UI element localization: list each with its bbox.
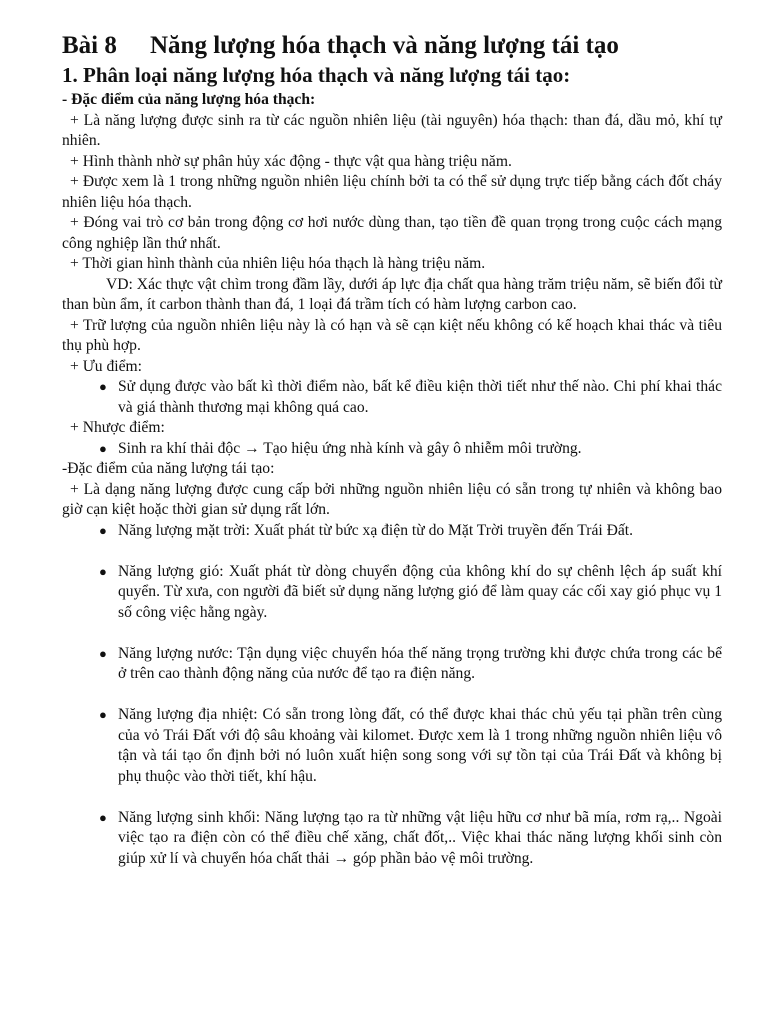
pros-label: + Ưu điểm: (70, 357, 142, 375)
lesson-title-text: Năng lượng hóa thạch và năng lượng tái tạo (150, 32, 619, 59)
pros-list (62, 377, 722, 418)
bullet-icon: ● (99, 563, 107, 579)
fossil-point-1: + Là năng lượng được sinh ra từ các nguồn nhiên liệu (tài nguyên) hóa thạch: than đá, dầu mỏ, khí tự nhiên. (62, 111, 722, 149)
renewable-point-1: + Là dạng năng lượng được cung cấp bởi những nguồn nhiên liệu có sẵn trong tự nhiên và không bao giờ cạn kiệt hoặc thời gian sử dụng rất lớn. (62, 480, 722, 518)
bullet-icon: ● (99, 379, 107, 394)
renewable-heading: -Đặc điểm của năng lượng tái tạo: (62, 460, 275, 477)
pros-text: Sử dụng được vào bất kì thời điểm nào, bất kể điều kiện thời tiết như thế nào. Chi phí khai thác và giá thành thương mại không quá cao. (118, 378, 722, 416)
bullet-icon: ● (99, 809, 107, 825)
bullet-icon: ● (99, 522, 107, 538)
section-heading: 1. Phân loại năng lượng hóa thạch và năng lượng tái tạo: (62, 63, 571, 87)
fossil-point-2: + Hình thành nhờ sự phân hủy xác động - thực vật qua hàng triệu năm. (70, 152, 512, 170)
list-item (62, 377, 722, 418)
renewable-solar: Năng lượng mặt trời: Xuất phát từ bức xạ điện từ do Mặt Trời truyền đến Trái Đất. (118, 521, 634, 539)
fossil-point-6: + Trữ lượng của nguồn nhiên liệu này là có hạn và sẽ cạn kiệt nếu không có kế hoạch khai thác và tiêu thụ phù hợp. (62, 316, 722, 354)
fossil-point-4: + Đóng vai trò cơ bản trong động cơ hơi nước dùng than, tạo tiền đề quan trọng trong cuộc cách mạng công nghiệp lần thứ nhất. (62, 214, 722, 252)
list-item (62, 521, 722, 542)
lesson-number: Bài 8 (62, 32, 117, 59)
list-item (62, 808, 722, 870)
cons-label: + Nhược điểm: (70, 419, 165, 436)
bullet-icon: ● (99, 707, 107, 722)
bullet-icon: ● (99, 440, 107, 456)
list-item (62, 644, 722, 685)
document-page (62, 30, 722, 869)
bullet-icon: ● (99, 645, 107, 661)
list-item (62, 705, 722, 787)
renewable-water: Năng lượng nước: Tận dụng việc chuyển hóa thế năng trọng trường khi được chứa trong các bể ở trên cao thành động năng của nước để tạo ra điện năng. (118, 644, 722, 682)
renewable-geothermal: Năng lượng địa nhiệt: Có sẵn trong lòng đất, có thể được khai thác chủ yếu tại phần trên cùng của vỏ Trái Đất với độ sâu khoảng vài kilomet. Được xem là 1 trong những nguồn nhiên liệu vô tận và tái tạo ổn định bởi nó luôn xuất hiện song song với sự tồn tại của Trái Đất và không bị phụ thuộc vào thời tiết, khí hậu. (118, 706, 722, 785)
renewable-biomass: Năng lượng sinh khối: Năng lượng tạo ra từ những vật liệu hữu cơ như bã mía, rơm rạ,.. Ngoài việc tạo ra điện còn có thể điều chế xăng, chất đốt,.. Việc khai thác năng lượng khối sinh còn giúp xử lí và chuyển hóa chất thải → góp phần bảo vệ môi trường. (118, 808, 722, 867)
fossil-example: VD: Xác thực vật chìm trong đầm lầy, dưới áp lực địa chất qua hàng trăm triệu năm, sẽ biến đổi từ than bùn ẩm, ít carbon thành than đá, 1 loại đá trầm tích có hàm lượng carbon cao. (62, 275, 722, 313)
fossil-heading: - Đặc điểm của năng lượng hóa thạch: (62, 91, 316, 108)
fossil-point-3: + Được xem là 1 trong những nguồn nhiên liệu chính bởi ta có thể sử dụng trực tiếp bằng cách đốt cháy nhiên liệu hóa thạch. (62, 173, 722, 211)
cons-text: Sinh ra khí thải độc → Tạo hiệu ứng nhà kính và gây ô nhiễm môi trường. (118, 439, 582, 457)
renewable-wind: Năng lượng gió: Xuất phát từ dòng chuyển động của không khí do sự chênh lệch áp suất khí quyển. Từ xưa, con người đã biết sử dụng năng lượng gió để làm quay các cối xay gió phục vụ 1 số công việc hằng ngày. (118, 562, 722, 621)
lesson-title (62, 30, 722, 62)
renewable-list (62, 521, 722, 870)
fossil-point-5: + Thời gian hình thành của nhiên liệu hóa thạch là hàng triệu năm. (70, 255, 486, 272)
list-item (62, 562, 722, 624)
list-item (62, 439, 722, 460)
cons-list (62, 439, 722, 460)
